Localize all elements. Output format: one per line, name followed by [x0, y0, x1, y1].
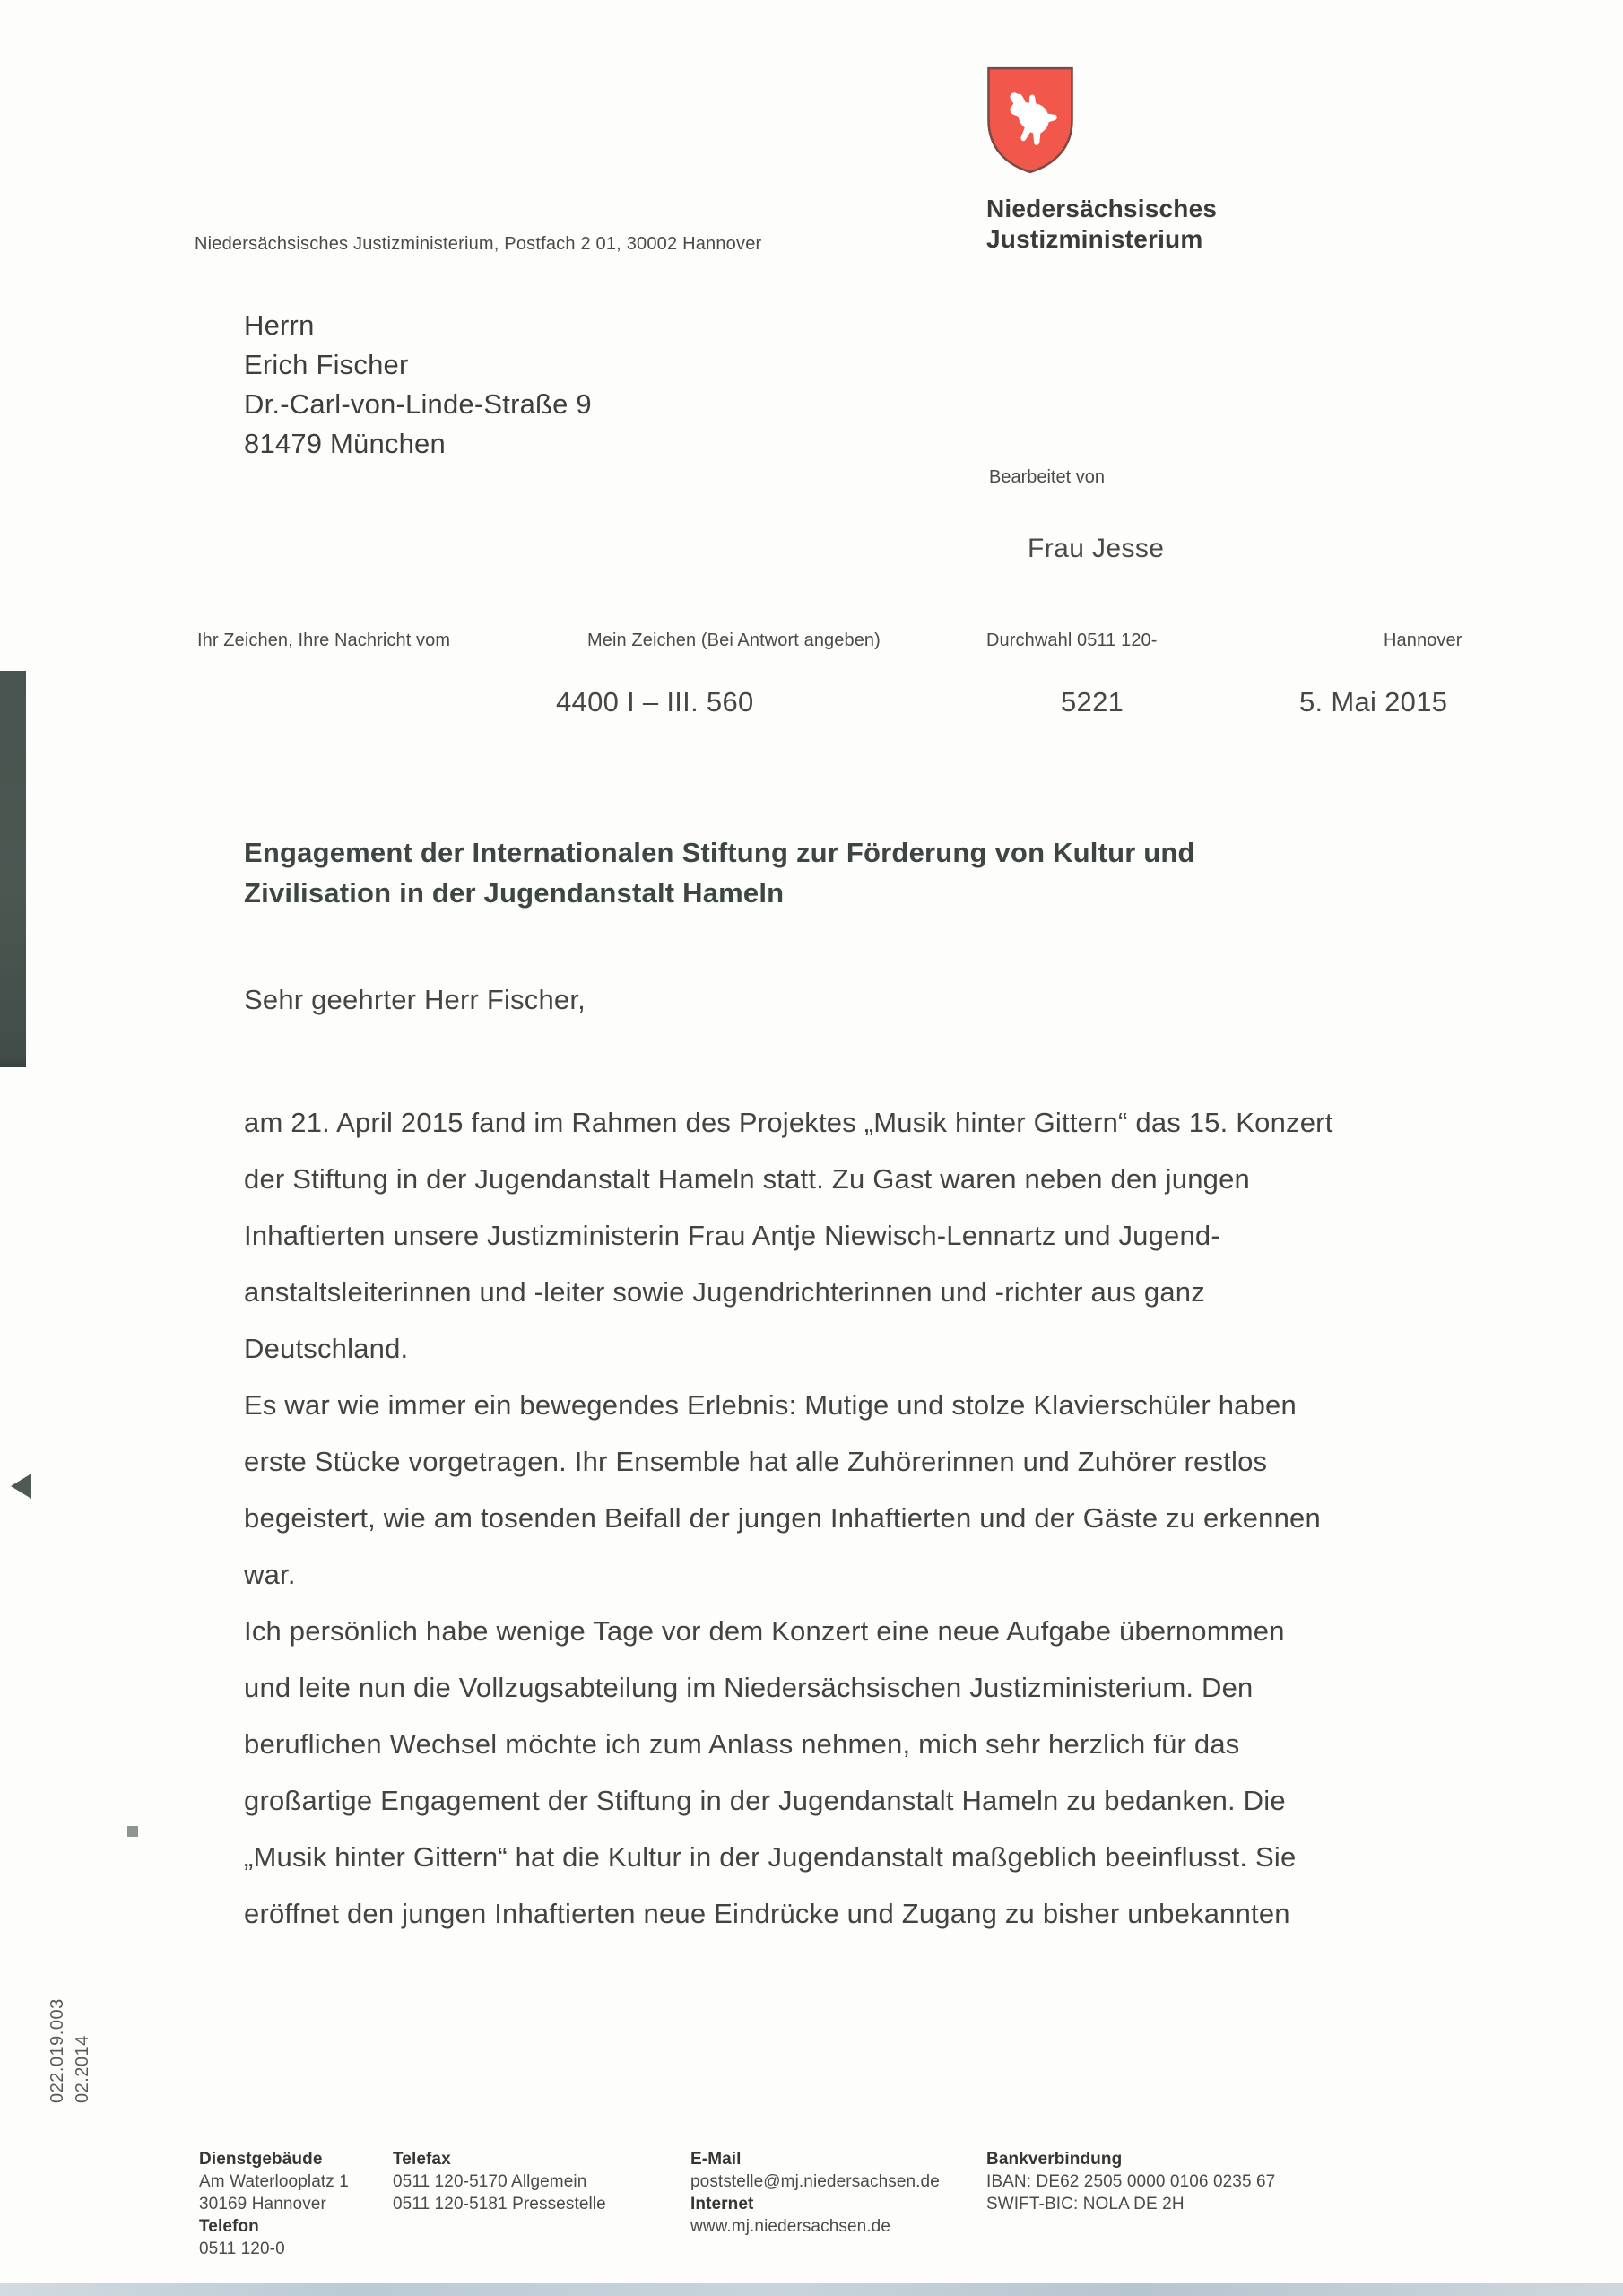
extension-value: 5221 [1061, 686, 1124, 718]
subject-line1: Engagement der Internationalen Stiftung zur Förderung von Kultur und [244, 837, 1195, 868]
scan-edge-band [0, 2283, 1623, 2296]
recipient-name: Erich Fischer [244, 349, 409, 380]
footer-office-title: Dienstgebäude [199, 2150, 323, 2169]
body-line: eröffnet den jungen Inhaftierten neue Eindrücke und Zugang zu bisher unbekannten [244, 1898, 1290, 1929]
lower-saxony-coat-of-arms-icon [984, 65, 1077, 176]
footer-fax-press: 0511 120-5181 Pressestelle [393, 2195, 606, 2213]
recipient-salutation: Herrn [244, 309, 315, 341]
footer-email-column [690, 2148, 940, 2238]
body-line: und leite nun die Vollzugsabteilung im Niedersächsischen Justizministerium. Den [244, 1672, 1254, 1703]
body-line: erste Stücke vorgetragen. Ihr Ensemble hat alle Zuhörerinnen und Zuhörer restlos [244, 1446, 1268, 1477]
ministry-name-line2: Justizministerium [986, 225, 1203, 253]
ministry-name [986, 194, 1217, 255]
recipient-street: Dr.-Carl-von-Linde-Straße 9 [244, 388, 592, 420]
body-line: Es war wie immer ein bewegendes Erlebnis: Mutige und stolze Klavierschüler haben [244, 1389, 1297, 1421]
letter-date: 5. Mai 2015 [1299, 686, 1448, 718]
body-line: war. [244, 1559, 296, 1590]
footer-internet-title: Internet [690, 2195, 754, 2213]
fold-mark-triangle-icon [11, 1474, 31, 1499]
footer-email-address: poststelle@mj.niedersachsen.de [690, 2172, 940, 2191]
subject-line2: Zivilisation in der Jugendanstalt Hameln [244, 877, 785, 909]
our-reference-label: Mein Zeichen (Bei Antwort angeben) [587, 631, 881, 650]
form-code: 022.019.003 [48, 1998, 67, 2103]
recipient-address-block [244, 306, 592, 464]
letter-body [244, 1094, 1562, 1942]
footer-internet-url: www.mj.niedersachsen.de [690, 2217, 891, 2236]
body-line: „Musik hinter Gittern“ hat die Kultur in der Jugendanstalt maßgeblich beeinflusst. Sie [244, 1841, 1297, 1873]
handled-by-name: Frau Jesse [1028, 534, 1165, 563]
footer-bank-column [986, 2148, 1275, 2215]
subject-line [244, 832, 1436, 913]
footer-phone-number: 0511 120-0 [199, 2239, 285, 2258]
body-line: begeistert, wie am tosenden Beifall der jungen Inhaftierten und der Gäste zu erkennen [244, 1502, 1321, 1534]
body-line: beruflichen Wechsel möchte ich zum Anlass nehmen, mich sehr herzlich für das [244, 1728, 1240, 1760]
footer-phone-title: Telefon [199, 2217, 259, 2236]
our-reference-value: 4400 I – III. 560 [556, 686, 754, 718]
footer-fax-column [393, 2148, 606, 2215]
form-code-vertical [45, 1998, 95, 2103]
salutation: Sehr geehrter Herr Fischer, [244, 984, 586, 1015]
center-mark-square [127, 1826, 138, 1837]
body-line: Inhaftierten unsere Justizministerin Frau Antje Niewisch-Lennartz und Jugend- [244, 1220, 1220, 1251]
city-label: Hannover [1384, 631, 1462, 650]
extension-label: Durchwahl 0511 120- [986, 631, 1158, 650]
body-line: der Stiftung in der Jugendanstalt Hameln statt. Zu Gast waren neben den jungen [244, 1163, 1250, 1195]
footer-office-street: Am Waterlooplatz 1 [199, 2172, 349, 2191]
body-line: Deutschland. [244, 1333, 409, 1364]
handled-by-label: Bearbeitet von [989, 467, 1105, 487]
body-line: anstaltsleiterinnen und -leiter sowie Jugendrichterinnen und -richter aus ganz [244, 1276, 1205, 1308]
body-line: Ich persönlich habe wenige Tage vor dem Konzert eine neue Aufgabe übernommen [244, 1615, 1285, 1647]
footer-email-title: E-Mail [690, 2150, 742, 2169]
footer-office-city: 30169 Hannover [199, 2195, 326, 2213]
footer-office-column [199, 2148, 349, 2260]
body-line: großartige Engagement der Stiftung in der Jugendanstalt Hameln zu bedanken. Die [244, 1785, 1286, 1816]
footer-bank-title: Bankverbindung [986, 2150, 1123, 2169]
footer-fax-general: 0511 120-5170 Allgemein [393, 2172, 587, 2191]
recipient-city: 81479 München [244, 428, 446, 459]
footer-fax-title: Telefax [393, 2150, 451, 2169]
sender-return-address: Niedersächsisches Justizministerium, Postfach 2 01, 30002 Hannover [195, 234, 762, 254]
ministry-name-line1: Niedersächsisches [986, 195, 1218, 222]
your-reference-label: Ihr Zeichen, Ihre Nachricht vom [197, 631, 451, 650]
footer-bank-swift: SWIFT-BIC: NOLA DE 2H [986, 2195, 1185, 2213]
body-line: am 21. April 2015 fand im Rahmen des Projektes „Musik hinter Gittern“ das 15. Konzert [244, 1107, 1333, 1138]
fold-mark-bar [0, 671, 26, 1067]
form-revision: 02.2014 [73, 2035, 92, 2103]
footer-bank-iban: IBAN: DE62 2505 0000 0106 0235 67 [986, 2172, 1276, 2191]
